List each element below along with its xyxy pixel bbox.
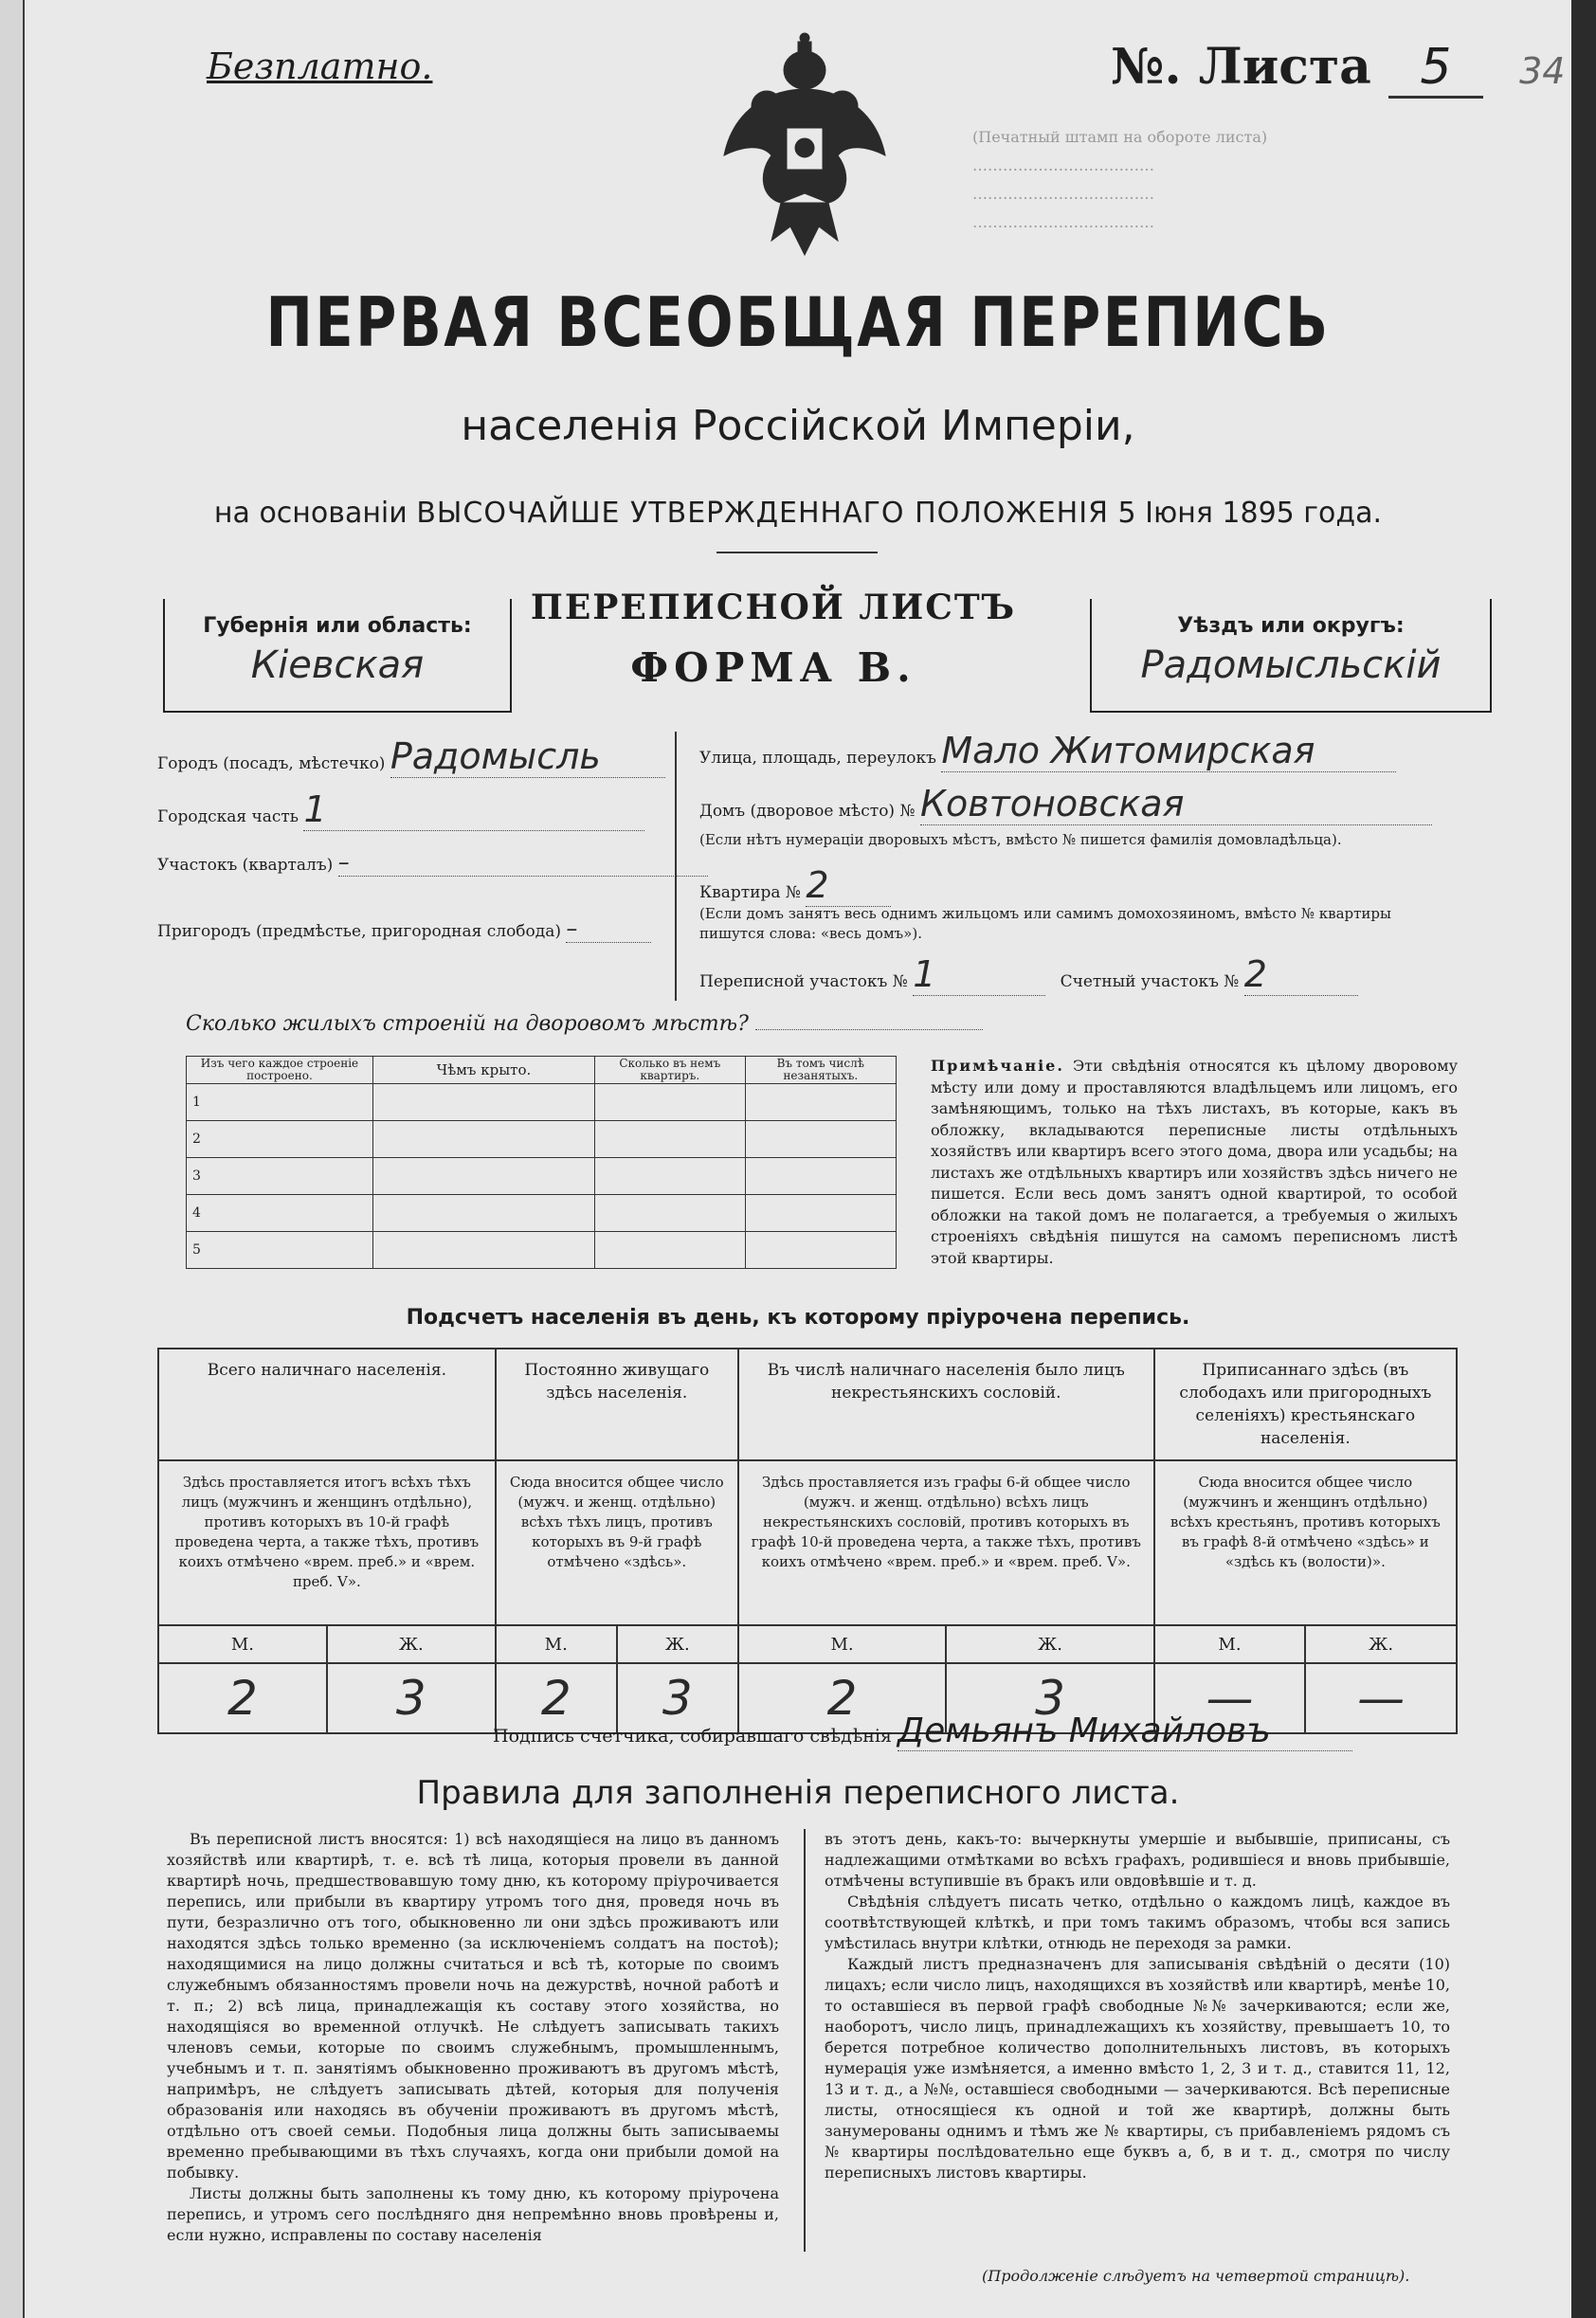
signature-value: Демьянъ Михайловъ [898, 1711, 1352, 1751]
census-sex-headers: М. Ж. М. Ж. М. Ж. М. Ж. [158, 1625, 1457, 1663]
free-of-charge-label: Безплатно. [207, 45, 433, 87]
double-headed-eagle-emblem [715, 32, 895, 260]
buildings-question: Сколько жилыхъ строеній на дворовомъ мѣстѣ? [186, 1012, 983, 1036]
table-row: 1 [187, 1084, 897, 1121]
apartment-value: 2 [806, 864, 891, 907]
suburb-field: Пригородъ (предмѣстье, пригородная слобода) – [157, 915, 651, 943]
census-descriptions: Здѣсь проставляется итогъ всѣхъ тѣхъ лицъ (мужчинъ и женщинъ отдѣльно), противъ которыхъ въ 10-й графѣ проведена черта, а также тѣхъ, противъ коихъ отмѣчено «врем. преб.» и «врем. преб. V». Сюда вносится общее число (мужч. и женщ. отдѣльно) всѣхъ тѣхъ лицъ, противъ которыхъ въ 9-й графѣ отмѣчено «здѣсь». Здѣсь проставляется изъ графы 6-й общее число (мужч. и женщ. отдѣльно) всѣхъ лицъ некрестьянскихъ сословій, противъ которыхъ въ графѣ 10-й проведена черта, а также тѣхъ, противъ коихъ отмѣчено «врем. преб.» и «врем. преб. V». Сюда вносится общее число (мужчинъ и женщинъ отдѣльно) всѣхъ крестьянъ, противъ которыхъ въ графѣ 8-й отмѣчено «здѣсь» и «здѣсь къ (волости)». [158, 1460, 1457, 1625]
form-title: ПЕРЕПИСНОЙ ЛИСТЪ [530, 588, 1017, 627]
rules-left-column: Въ переписной листъ вносятся: 1) всѣ находящіеся на лицо въ данномъ хозяйствѣ или квартирѣ, т. е. всѣ тѣ лица, которыя провели въ данной квартирѣ ночь, предшествовавшую тому дню, къ которому пріурочивается перепись, или прибыли въ квартиру утромъ того дня, проведя ночь въ пути, безразлично отъ того, обыкновенно ли они здѣсь проживаютъ или находятся здѣсь только временно (за исключеніемъ солдатъ на постоѣ); находящимися на лицо должны считаться и всѣ тѣ, которые по своимъ служебнымъ обязанностямъ провели ночь на дежурствѣ, ночной работѣ и т. п.; 2) всѣ лица, принадлежащія къ составу этого хозяйства, но находящіяся во временной отлучкѣ. Не слѣдуетъ записывать такихъ членовъ семьи, которые по своимъ служебнымъ, промышленнымъ, учебнымъ и т. п. занятіямъ обыкновенно проживаютъ въ другомъ мѣстѣ, напримѣръ, не слѣдуетъ записывать дѣтей, которыя для полученія образованія или находясь въ обученіи проживаютъ въ другомъ мѣстѣ, отдѣльно отъ своей семьи. Подобныя лица должны быть записываемы временно пребывающими въ тѣхъ случаяхъ, когда они прибыли домой на побывку. Листы должны быть заполнены къ тому дню, къ которому пріурочена перепись, и утромъ сего послѣдняго дня непремѣнно вновь провѣрены и, если нужно, исправлены по составу населенія [167, 1830, 779, 2244]
form-subtitle: ФОРМА В. [630, 644, 916, 691]
total-present-male: 2 [158, 1663, 327, 1733]
census-headers: Всего наличнаго населенія. Постоянно живущаго здѣсь населенія. Въ числѣ наличнаго населенія было лицъ некрестьянскихъ сословій. Приписаннаго здѣсь (въ слободахъ или пригородныхъ селеніяхъ) крестьянскаго населенія. [158, 1349, 1457, 1460]
sheet-number-value: 5 [1388, 39, 1483, 99]
house-value: Ковтоновская [920, 783, 1432, 825]
census-count-title: Подсчетъ населенія въ день, къ которому пріурочена перепись. [406, 1306, 1190, 1330]
enumerator-signature: Подпись счетчика, собиравшаго свѣдѣнія Демьянъ Михайловъ [493, 1711, 1352, 1751]
peasant-female: — [1305, 1663, 1457, 1733]
page-subtitle: населенія Россійской Имперіи, [461, 402, 1135, 450]
census-section-field: Переписной участокъ № 1 Счетный участокъ № 2 [699, 953, 1358, 996]
table-row: 2 [187, 1121, 897, 1158]
house-note: (Если нѣтъ нумераціи дворовыхъ мѣстъ, вмѣсто № пишется фамилія домовладѣльца). [699, 831, 1342, 848]
total-present-female: 3 [327, 1663, 496, 1733]
street-value: Мало Житомирская [941, 730, 1396, 772]
scan-border [1571, 0, 1596, 2318]
district-box [1090, 599, 1492, 713]
non-peasant-male: 2 [738, 1663, 946, 1733]
sheet-number [1111, 38, 1565, 99]
house-field: Домъ (дворовое мѣсто) № Ковтоновская [699, 783, 1432, 825]
permanent-male: 2 [496, 1663, 617, 1733]
permanent-female: 3 [617, 1663, 738, 1733]
census-count-table [157, 1348, 1458, 1734]
buildings-table [186, 1056, 897, 1269]
city-field: Городъ (посадъ, мѣстечко) Радомысль [157, 735, 665, 778]
city-part-field: Городская часть 1 [157, 788, 644, 831]
province-label: Губернія или область: [203, 614, 472, 638]
table-row: 5 [187, 1232, 897, 1269]
quarter-value: – [338, 849, 708, 877]
city-part-value: 1 [303, 788, 644, 831]
street-field: Улица, площадь, переулокъ Мало Житомирская [699, 730, 1396, 772]
district-value: Радомысльскiй [1140, 643, 1442, 687]
rules-title: Правила для заполненія переписного листа. [416, 1774, 1180, 1812]
page-title: ПЕРВАЯ ВСЕОБЩАЯ ПЕРЕПИСЬ [265, 282, 1331, 362]
buildings-table-header: Изъ чего каждое строеніе построено. Чѣмъ крыто. Сколько въ немъ квартиръ. Въ томъ числѣ незанятыхъ. [187, 1057, 897, 1084]
city-value: Радомысль [390, 735, 665, 778]
table-row: 4 [187, 1195, 897, 1232]
suburb-value: – [566, 915, 651, 943]
province-box [163, 599, 512, 713]
rules-column-divider [804, 1829, 806, 2252]
non-peasant-female: 3 [946, 1663, 1153, 1733]
sheet-extra-number: 34 [1519, 50, 1566, 92]
divider [716, 552, 878, 553]
apartment-field: Квартира № 2 [699, 864, 891, 907]
sheet-number-label: №. Листа [1111, 38, 1371, 96]
apartment-note: (Если домъ занятъ весь однимъ жильцомъ или самимъ домохозяиномъ, вмѣсто № квартиры пишутся слова: «весь домъ»). [699, 905, 1391, 942]
quarter-field: Участокъ (кварталъ) – [157, 849, 708, 877]
count-section-value: 2 [1244, 953, 1358, 996]
continued-note: (Продолженіе слѣдуетъ на четвертой страницѣ). [982, 2267, 1410, 2285]
table-row: 3 [187, 1158, 897, 1195]
province-value: Кiевская [250, 643, 425, 687]
census-section-value: 1 [913, 953, 1045, 996]
buildings-note: Примѣчаніе. Эти свѣдѣнія относятся къ цѣлому дворовому мѣсту или дому и проставляются владѣльцемъ или лицомъ, его замѣняющимъ, только на тѣхъ листахъ, въ которые, какъ въ обложку, вкладываются переписные листы отдѣльныхъ хозяйствъ или квартиръ всего этого дома, двора или усадьбы; на листахъ же отдѣльныхъ квартиръ или хозяйствъ здѣсь ничего не пишется. Если весь домъ занятъ одной квартирой, то особой обложки на такой домъ не полагается, а требуемыя о жилыхъ строеніяхъ свѣдѣнія пишутся на самомъ переписномъ листѣ этой квартиры. [931, 1057, 1459, 1267]
binding-edge [0, 0, 25, 2318]
legal-basis: на основаніи ВЫСОЧАЙШЕ УТВЕРЖДЕННАГО ПОЛОЖЕНІЯ 5 Іюня 1895 года. [213, 497, 1383, 530]
show-through-stamp: (Печатный штамп на обороте листа) ……………………………… ……………………………… ……………………………… [972, 128, 1268, 231]
census-sheet [25, 0, 1571, 2318]
rules-right-column: въ этотъ день, какъ-то: вычеркнуты умершіе и выбывшіе, приписаны, съ надлежащими отмѣтками во всѣхъ графахъ, родившіеся и вновь прибывшіе, отмѣчены вступившіе въ бракъ или овдовѣвшіе и т. д. Свѣдѣнія слѣдуетъ писать четко, отдѣльно о каждомъ лицѣ, каждое въ соотвѣтствующей клѣткѣ, и при томъ такимъ образомъ, чтобы вся запись умѣстилась внутри клѣтки, отнюдь не переходя за рамки. Каждый листъ предназначенъ для записыванія свѣдѣній о десяти (10) лицахъ; если число лицъ, находящихся въ хозяйствѣ или квартирѣ, менѣе 10, то оставшіеся въ первой графѣ свободные №№ зачеркиваются; если же, наоборотъ, число лицъ, принадлежащихъ къ хозяйству, превышаетъ 10, то берется потребное количество дополнительныхъ листовъ, въ которыхъ нумерація уже измѣняется, а именно вмѣсто 1, 2, 3 и т. д., ставится 11, 12, 13 и т. д., а №№, оставшіеся свободными — зачеркиваются. Всѣ переписные листы, относящіеся къ одной и той же квартирѣ, должны быть занумерованы однимъ и тѣмъ же № квартиры, съ прибавленіемъ рядомъ съ № квартиры послѣдовательно еще буквъ а, б, в и т. д., смотря по числу переписныхъ листовъ квартиры. [825, 1830, 1450, 2182]
district-label: Уѣздъ или округъ: [1177, 614, 1405, 638]
peasant-male: — [1154, 1663, 1306, 1733]
